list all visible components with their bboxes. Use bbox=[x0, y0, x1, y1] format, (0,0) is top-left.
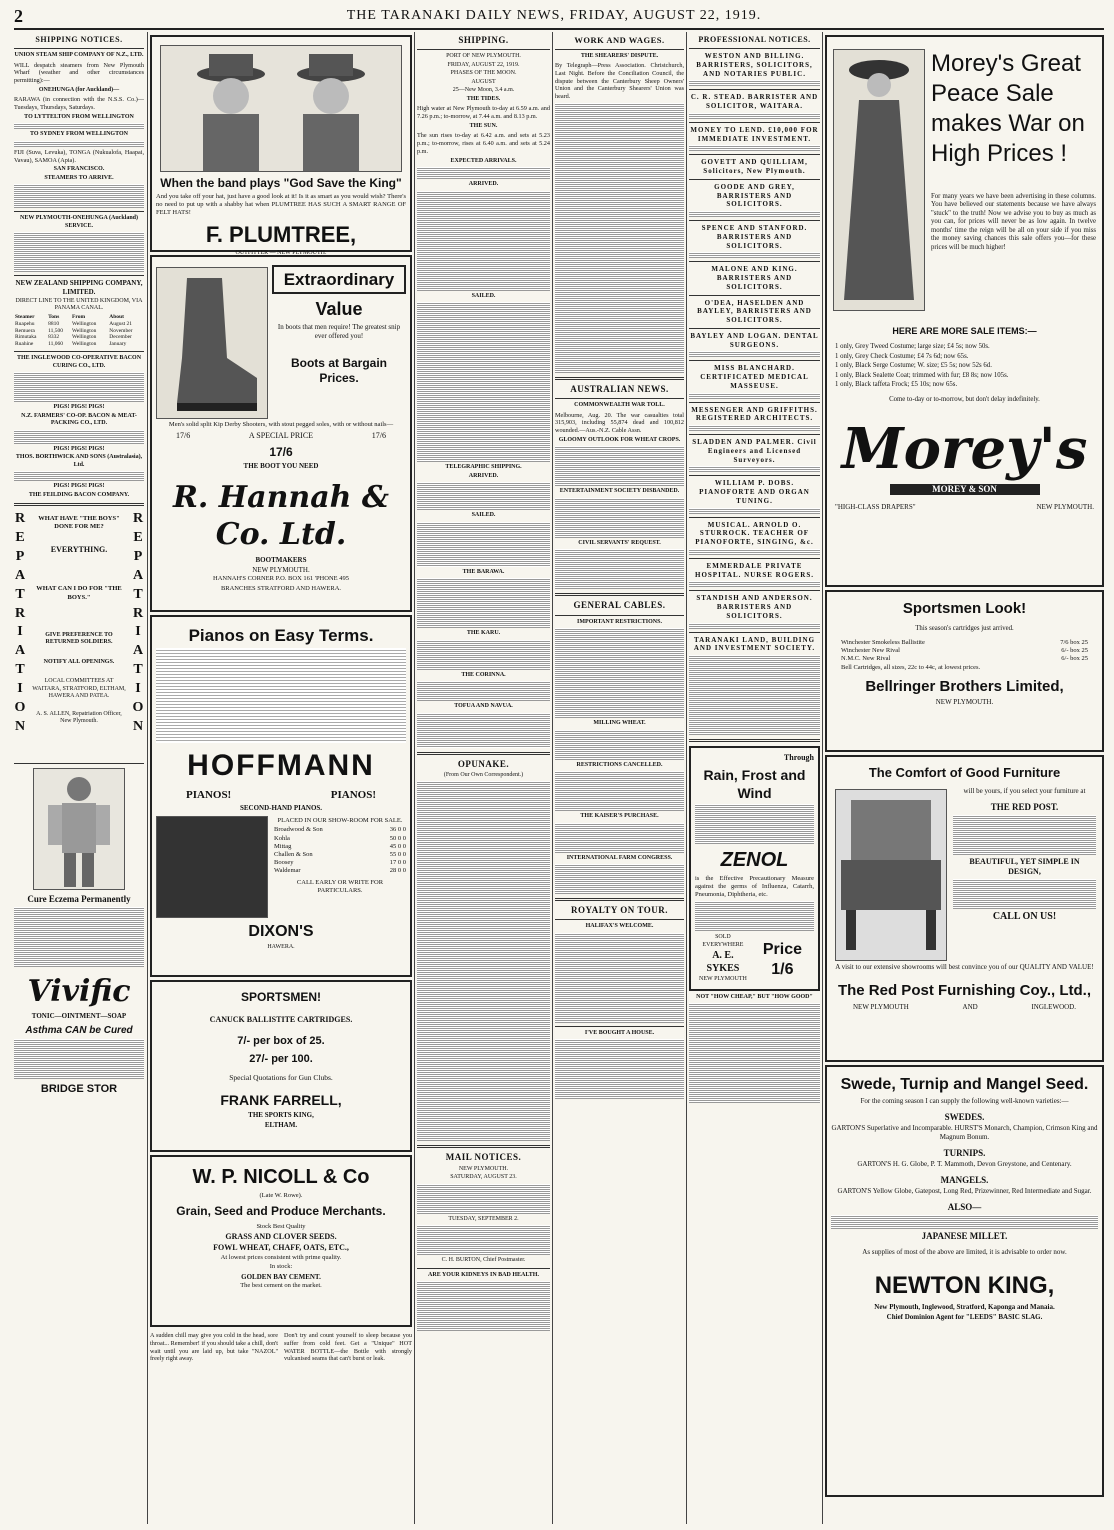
table-cell: Wellington bbox=[72, 341, 97, 348]
piano-name: Challen & Son bbox=[274, 850, 313, 858]
armchair-illustration bbox=[835, 789, 947, 961]
rain-frost: Rain, Frost and Wind bbox=[703, 767, 806, 801]
sailed-heading: SAILED. bbox=[471, 512, 496, 518]
morey-ad bbox=[825, 35, 1104, 587]
table-cell: January bbox=[109, 341, 127, 348]
table-row bbox=[14, 341, 144, 348]
tofua-heading: TOFUA AND NAVUA. bbox=[454, 703, 513, 709]
turnips-list: GARTON'S H. G. Globe, P. T. Mammoth, Devon Greystone, and Centenary. bbox=[857, 1159, 1072, 1168]
morey-headline: Morey's Great Peace Sale makes War on High Prices ! bbox=[931, 50, 1085, 167]
steamer-table bbox=[14, 314, 144, 348]
sun-heading: THE SUN. bbox=[469, 122, 498, 129]
morey-text: For many years we have been advertising in these columns. You have believed our statements because we have always "stuck" to the truth! Now we advise you to buy as much as you can, for prices will never be as low again. In twelve months' time the reign will be all on your side if you miss the money saving chances this sale offers you—for these prices will be much higher! bbox=[931, 193, 1096, 251]
sale-item: 1 only, Black Sealette Coat; trimmed with fur; £8 8s; now 105s. bbox=[835, 371, 1009, 379]
second-hand: SECOND-HAND PIANOS. bbox=[239, 803, 323, 812]
card: WESTON AND BILLING. BARRISTERS, SOLICITORS, AND NOTARIES PUBLIC. bbox=[696, 52, 813, 78]
sailed-heading: SAILED. bbox=[471, 292, 496, 299]
opunake-sub: (From Our Own Correspondent.) bbox=[443, 771, 524, 778]
section-heading: ROYALTY ON TOUR. bbox=[571, 905, 668, 916]
card: MISS BLANCHARD. CERTIFICATED MEDICAL MASSEUSE. bbox=[700, 364, 809, 390]
address: AND bbox=[962, 1002, 978, 1011]
article-text: By Telegraph—Press Association. Christchurch, Last Night. Before the Conciliation Council, the dispute between the Canterbury Sheep Owners' Union and the Canterbury Shearers' Union was heard. bbox=[555, 62, 684, 101]
table-cell: 8332 bbox=[48, 334, 60, 341]
newton-agent: Chief Dominion Agent for "LEEDS" BASIC SLAG. bbox=[886, 1312, 1043, 1321]
question: WHAT HAVE "THE BOYS" DONE FOR ME? bbox=[38, 515, 120, 531]
card: MALONE AND KING. BARRISTERS AND SOLICITORS. bbox=[711, 265, 798, 291]
sykes: A. E. SYKES bbox=[706, 950, 740, 974]
section-heading: GENERAL CABLES. bbox=[573, 600, 666, 611]
through: Through bbox=[783, 753, 814, 762]
asthma-headline: Asthma CAN be Cured bbox=[25, 1024, 133, 1036]
swede-intro: For the coming season I can supply the following well-known varieties:— bbox=[860, 1097, 1069, 1105]
notice-text: WILL despatch steamers from New Plymouth Wharf (weather and other circumstances permitting):— bbox=[14, 61, 144, 84]
corinna-heading: THE CORINNA. bbox=[461, 671, 506, 678]
call-on-us: CALL ON US! bbox=[992, 911, 1057, 922]
piano-row bbox=[274, 843, 406, 851]
section-heading: MAIL NOTICES. bbox=[445, 1152, 522, 1163]
newton-addr: New Plymouth, Inglewood, Stratford, Kaponga and Manaia. bbox=[874, 1302, 1055, 1311]
section-heading: SHIPPING. bbox=[458, 35, 509, 45]
company-name: NEW ZEALAND SHIPPING COMPANY, LIMITED. bbox=[15, 279, 143, 296]
newton-king-ad bbox=[825, 1065, 1104, 1497]
card: BAYLEY AND LOGAN. DENTAL SURGEONS. bbox=[690, 331, 819, 349]
column-rule bbox=[414, 32, 415, 1524]
advice: NOTIFY ALL OPENINGS. bbox=[43, 658, 115, 665]
date: FRIDAY, AUGUST 22, 1919. bbox=[447, 61, 520, 68]
comfort-quality: A visit to our extensive showrooms will best convince you of our QUALITY AND VALUE! bbox=[835, 963, 1094, 971]
late: (Late W. Rowe). bbox=[259, 1192, 303, 1199]
piano-price-table bbox=[156, 648, 406, 743]
table-cell: 11,060 bbox=[48, 341, 64, 348]
address: NEW PLYMOUTH. bbox=[1036, 503, 1094, 512]
table-header: Steamer bbox=[15, 313, 35, 320]
boot-illustration bbox=[156, 267, 268, 419]
repatriation-right: REPATRIATION bbox=[132, 511, 144, 734]
address: NEW PLYMOUTH. bbox=[252, 565, 310, 574]
mail-date: SATURDAY, AUGUST 23. bbox=[450, 1174, 517, 1180]
swedes-heading: SWEDES. bbox=[944, 1111, 985, 1122]
bootmakers: BOOTMAKERS bbox=[255, 555, 307, 564]
cartridge-name: Bell Cartridges, all sizes, 22c to 44c, at lowest prices. bbox=[841, 663, 981, 671]
cartridge-row bbox=[831, 655, 1098, 663]
sale-list bbox=[835, 343, 1094, 389]
route: SAN FRANCISCO. bbox=[53, 166, 105, 173]
section-heading: SHIPPING NOTICES. bbox=[35, 35, 123, 44]
red-post-co: The Red Post Furnishing Coy., Ltd., bbox=[837, 981, 1092, 999]
pianos-label: PIANOS! bbox=[186, 788, 232, 801]
section-heading: WORK AND WAGES. bbox=[574, 35, 665, 45]
morey-son: MOREY & SON bbox=[890, 484, 1040, 495]
stock: Stock Best Quality bbox=[256, 1223, 306, 1231]
karu-heading: THE KARU. bbox=[466, 630, 501, 636]
piano-row bbox=[274, 859, 406, 867]
plumtree-sub: OUTFITTER — NEW PLYMOUTH. bbox=[235, 249, 327, 256]
best-cement: The best cement on the market. bbox=[240, 1282, 322, 1290]
pigs-heading: PIGS! PIGS! PIGS! bbox=[53, 445, 105, 452]
sale-item: 1 only, Black Serge Costume; W. size; £5 5s; now 52s 6d. bbox=[835, 362, 992, 370]
gun-clubs: Special Quotations for Gun Clubs. bbox=[229, 1072, 333, 1082]
price: 17/6 bbox=[269, 445, 293, 460]
mangels-heading: MANGELS. bbox=[940, 1174, 989, 1185]
price-100: 27/- per 100. bbox=[249, 1052, 313, 1065]
card: O'DEA, HASELDEN AND BAYLEY, BARRISTERS AND SOLICITORS. bbox=[697, 298, 812, 324]
address: NEW PLYMOUTH bbox=[853, 1002, 909, 1011]
sun-text: The sun rises to-day at 6.42 a.m. and sets at 5.23 p.m.; to-morrow, rises at 6.40 a.m. and sets at 5.24 p.m. bbox=[417, 132, 550, 155]
high-class: "HIGH-CLASS DRAPERS" bbox=[835, 503, 916, 512]
more-sale: HERE ARE MORE SALE ITEMS:— bbox=[892, 326, 1037, 336]
cartridge-row bbox=[831, 664, 1098, 672]
august: AUGUST bbox=[471, 78, 496, 85]
question: WHAT CAN I DO FOR "THE BOYS." bbox=[36, 585, 122, 601]
company-name: N.Z. FARMERS' CO-OP. BACON & MEAT-PACKING CO., LTD. bbox=[21, 412, 137, 427]
piano-price: 55 0 0 bbox=[389, 850, 406, 858]
value-headline: Value bbox=[315, 299, 363, 320]
piano-name: Waldemar bbox=[274, 867, 301, 874]
sykes-addr: NEW PLYMOUTH bbox=[699, 976, 747, 983]
company-name: UNION STEAM SHIP COMPANY OF N.Z., LTD. bbox=[14, 52, 144, 58]
golden-bay: GOLDEN BAY CEMENT. bbox=[241, 1272, 321, 1281]
sports-king: THE SPORTS KING, bbox=[248, 1111, 314, 1120]
moon: 25—New Moon, 3.4 a.m. bbox=[452, 87, 515, 94]
route: TO SYDNEY FROM WELLINGTON bbox=[30, 131, 128, 138]
also-heading: ALSO— bbox=[947, 1201, 982, 1212]
grain: Grain, Seed and Produce Merchants. bbox=[176, 1204, 386, 1219]
column-rule bbox=[147, 32, 148, 1524]
farrell: FRANK FARRELL, bbox=[220, 1091, 342, 1108]
hannah-logo: R. Hannah & Co. Ltd. bbox=[172, 479, 389, 553]
column-large-ads bbox=[825, 32, 1104, 1524]
cartridge-price: 7/6 box 25 bbox=[1060, 639, 1088, 647]
farrell-ad bbox=[150, 980, 412, 1152]
not-cheap-heading: NOT "HOW CHEAP," BUT "HOW GOOD" bbox=[696, 993, 813, 1000]
in-stock: In stock: bbox=[269, 1263, 293, 1271]
notice-text: RARAWA (in connection with the N.S.S. Co.)—Tuesdays, Thursdays, Saturdays. bbox=[14, 96, 144, 111]
port: PORT OF NEW PLYMOUTH. bbox=[446, 53, 521, 60]
swedes-list: GARTON'S Superlative and Incomparable. HURST'S Monarch, Champion, Crimson King and Magnum Bonum. bbox=[831, 1124, 1098, 1141]
route: ONEHUNGA (for Auckland)— bbox=[38, 86, 120, 93]
page-number: 2 bbox=[14, 6, 23, 26]
route: DIRECT LINE TO THE UNITED KINGDOM, VIA PANAMA CANAL. bbox=[15, 297, 143, 312]
pianos-headline: Pianos on Easy Terms. bbox=[188, 626, 374, 645]
bellringer-ad bbox=[825, 590, 1104, 752]
comfort-headline: The Comfort of Good Furniture bbox=[868, 765, 1061, 780]
tides-heading: THE TIDES. bbox=[466, 95, 501, 102]
piano-name: Broadwood & Son bbox=[274, 826, 323, 834]
value-text: In boots that men require! The greatest snip ever offered you! bbox=[277, 322, 401, 340]
column-news bbox=[555, 32, 684, 1524]
table-header: Tons bbox=[48, 313, 60, 320]
piano-row bbox=[274, 835, 406, 843]
mangels-list: GARTON'S Yellow Globe, Gatepost, Long Red, Prizewinner, Red Intermediate and Sugar. bbox=[837, 1186, 1092, 1195]
article-text: Melbourne, Aug. 20. The war casualties total 315,903, including 55,874 dead and 100,812 wounded.—Aus.-N.Z. Cable Assn. bbox=[555, 411, 684, 435]
column-advertisements bbox=[150, 32, 412, 1524]
piano-name: Boosey bbox=[274, 858, 294, 866]
arrived-heading: ARRIVED. bbox=[468, 181, 499, 187]
piano-price: 50 0 0 bbox=[389, 834, 406, 842]
card: MONEY TO LEND. £10,000 FOR IMMEDIATE INVESTMENT. bbox=[690, 125, 819, 143]
cartridge-price: 6/- box 25 bbox=[1061, 647, 1088, 655]
card: TARANAKI LAND, BUILDING AND INVESTMENT SOCIETY. bbox=[693, 635, 816, 653]
table-cell: November bbox=[109, 327, 133, 334]
table-cell: Ruapehu bbox=[15, 320, 35, 327]
table-header: From bbox=[72, 313, 86, 320]
zenol-logo: ZENOL bbox=[720, 849, 789, 871]
nazol-ad: A sudden chill may give you cold in the head, sore throat... Remember! if you should take a chill, don't wait until you are laid up, but take "NAZOL" freely right away. bbox=[150, 1332, 278, 1363]
bridge-store: BRIDGE STOR bbox=[40, 1083, 118, 1096]
card: C. R. STEAD. BARRISTER AND SOLICITOR, WAITARA. bbox=[690, 93, 819, 110]
come-today: Come to-day or to-morrow, but don't delay indefinitely. bbox=[889, 395, 1040, 403]
special-price: A SPECIAL PRICE bbox=[248, 431, 314, 441]
route: STEAMERS TO ARRIVE. bbox=[44, 174, 114, 181]
table-cell: 8810 bbox=[48, 320, 60, 327]
article-heading: COMMONWEALTH WAR TOLL. bbox=[574, 402, 665, 409]
advice: GIVE PREFERENCE TO RETURNED SOLDIERS. bbox=[45, 631, 113, 646]
price: 17/6 bbox=[176, 431, 191, 441]
article-heading: I'VE BOUGHT A HOUSE. bbox=[584, 1029, 655, 1036]
column-rule bbox=[686, 32, 687, 1524]
article-heading: HALIFAX'S WELCOME. bbox=[585, 923, 654, 930]
card: GOVETT AND QUILLIAM, Solicitors, New Plymouth. bbox=[701, 158, 808, 175]
route: TO LYTTELTON FROM WELLINGTON bbox=[24, 113, 134, 120]
nicoll: W. P. NICOLL & Co bbox=[192, 1166, 370, 1188]
boots-bargain: Boots at Bargain Prices. bbox=[290, 356, 387, 386]
address: INGLEWOOD. bbox=[1031, 1002, 1076, 1011]
company-name: THOS. BORTHWICK AND SONS (Australasia), Ltd. bbox=[15, 454, 143, 468]
address: NEW PLYMOUTH. bbox=[935, 698, 994, 707]
woman-illustration bbox=[833, 49, 925, 311]
card: SPENCE AND STANFORD. BARRISTERS AND SOLICITORS. bbox=[701, 224, 808, 250]
table-cell: Wellington bbox=[72, 334, 97, 341]
hat-men-illustration bbox=[160, 45, 402, 172]
piano-price: 45 0 0 bbox=[389, 842, 406, 850]
morey-logo: Morey's bbox=[841, 416, 1088, 483]
route: FIJI (Suva, Levuka), TONGA (Nukualofa, Haapai, Vavau), SAMOA (Apia). bbox=[14, 148, 144, 164]
fowl: FOWL WHEAT, CHAFF, OATS, ETC., bbox=[213, 1243, 349, 1253]
mail-place: NEW PLYMOUTH. bbox=[458, 1165, 509, 1172]
hawera: HAWERA. bbox=[267, 944, 295, 951]
article-heading: ENTERTAINMENT SOCIETY DISBANDED. bbox=[559, 488, 680, 495]
table-cell: December bbox=[109, 334, 132, 341]
hannah-boots-ad bbox=[150, 255, 412, 612]
grass: GRASS AND CLOVER SEEDS. bbox=[225, 1232, 337, 1242]
as-supplies: As supplies of most of the above are limited, it is advisable to order now. bbox=[862, 1248, 1067, 1256]
swede-headline: Swede, Turnip and Mangel Seed. bbox=[840, 1076, 1089, 1093]
officer: A. S. ALLEN, Repatriation Officer, New Plymouth. bbox=[36, 710, 122, 725]
repatriation-left: REPATRIATION bbox=[14, 511, 26, 734]
japanese-millet: JAPANESE MILLET. bbox=[921, 1230, 1008, 1241]
sportsmen-look: Sportsmen Look! bbox=[902, 600, 1027, 617]
column-shipping-notices bbox=[14, 32, 144, 1524]
lowest: At lowest prices consistent with prime quality. bbox=[220, 1254, 342, 1262]
boots-desc: Men's solid split Kip Derby Shooters, with stout pegged soles, with or without nails— bbox=[168, 421, 394, 428]
hot-water-ad: Don't try and count yourself to sleep because you suffer from cold feet. Get a "Unique" HOT WATER BOTTLE—the Bottle with strongly vulcanised seams that can't burst or leak. bbox=[284, 1332, 412, 1363]
column-shipping-news bbox=[417, 32, 550, 1524]
piano-price: 36 0 0 bbox=[389, 826, 406, 834]
repatriation-ad bbox=[14, 510, 144, 760]
cartridge-row bbox=[831, 647, 1098, 655]
table-header: About bbox=[109, 313, 124, 320]
card: EMMERDALE PRIVATE HOSPITAL. NURSE ROGERS. bbox=[695, 561, 814, 579]
tides-text: High water at New Plymouth to-day at 6.59 a.m. and 7.26 p.m.; to-morrow, at 7.44 a.m. and 8.13 p.m. bbox=[417, 105, 550, 120]
ad-headline: Cure Eczema Permanently bbox=[27, 894, 131, 905]
dixons: DIXON'S bbox=[248, 923, 314, 941]
table-row bbox=[14, 334, 144, 341]
company-name: THE INGLEWOOD CO-OPERATIVE BACON CURING CO., LTD. bbox=[16, 355, 142, 369]
masthead bbox=[14, 6, 1104, 30]
placed: PLACED IN OUR SHOW-ROOM FOR SALE. bbox=[277, 817, 403, 825]
kidneys-heading: ARE YOUR KIDNEYS IN BAD HEALTH. bbox=[428, 1271, 539, 1278]
vivific-logo: Vivific bbox=[27, 974, 131, 1010]
table-cell: Wellington bbox=[72, 320, 97, 327]
section-heading: PROFESSIONAL NOTICES. bbox=[698, 35, 811, 44]
piano-row bbox=[274, 826, 406, 834]
pianos-label: PIANOS! bbox=[330, 788, 376, 801]
newspaper-title: THE TARANAKI DAILY NEWS, FRIDAY, AUGUST 22, 1919. bbox=[346, 8, 762, 23]
branches: BRANCHES STRATFORD AND HAWERA. bbox=[220, 584, 342, 592]
pigs-heading: PIGS! PIGS! PIGS! bbox=[53, 404, 105, 411]
extraordinary-headline: Extraordinary bbox=[272, 265, 406, 294]
hoffmann: HOFFMANN bbox=[187, 749, 375, 783]
sale-item: 1 only, Grey Tweed Costume; large size; £4 5s; now 50s. bbox=[835, 343, 990, 351]
table-cell: Wellington bbox=[72, 327, 97, 334]
plumtree-ad bbox=[150, 35, 412, 256]
zenol-price: Price 1/6 bbox=[762, 941, 802, 979]
sportsmen: SPORTSMEN! bbox=[240, 990, 321, 1004]
phases: PHASES OF THE MOON. bbox=[450, 70, 517, 77]
column-rule bbox=[552, 32, 553, 1524]
expected-heading: EXPECTED ARRIVALS. bbox=[450, 157, 517, 164]
piano-name: Kohla bbox=[274, 834, 290, 842]
article-heading: RESTRICTIONS CANCELLED. bbox=[576, 761, 663, 768]
band-text: And you take off your hat, just have a good look at it! Is it as smart as you would wish? There's no need to put up with a shabby hat when PLUMTREE HAS SUCH A SMART RANGE OF FELT HATS! bbox=[156, 193, 406, 217]
man-illustration bbox=[33, 768, 125, 890]
contact: HANNAH'S CORNER P.O. BOX 161 'PHONE 495 bbox=[213, 575, 349, 583]
committees: LOCAL COMMITTEES AT WAITARA, STRATFORD, ELTHAM, HAWERA AND PATEA. bbox=[32, 678, 126, 700]
card: STANDISH AND ANDERSON. BARRISTERS AND SOLICITORS. bbox=[696, 594, 813, 620]
table-row bbox=[14, 328, 144, 335]
beautiful: BEAUTIFUL, YET SIMPLE IN DESIGN, bbox=[969, 857, 1080, 876]
call-early: CALL EARLY OR WRITE FOR PARTICULARS. bbox=[296, 879, 384, 895]
zenol-ad bbox=[689, 746, 820, 991]
piano-price: 28 0 0 bbox=[389, 867, 406, 874]
price: 17/6 bbox=[371, 431, 386, 441]
cartridge-row bbox=[831, 639, 1098, 647]
table-cell: 11,500 bbox=[48, 327, 64, 334]
section-heading: AUSTRALIAN NEWS. bbox=[570, 383, 669, 394]
cartridge-name: N.M.C. New Rival bbox=[841, 655, 891, 663]
band-headline: When the band plays "God Save the King" bbox=[160, 176, 402, 190]
piano-illustration bbox=[156, 816, 268, 918]
card: MUSICAL. ARNOLD O. STURROCK. TEACHER OF PIANOFORTE, SINGING, &c. bbox=[695, 520, 814, 546]
sale-item: 1 only, Grey Check Costume; £4 7s 6d; now 65s. bbox=[835, 352, 969, 360]
newton-king: NEWTON KING, bbox=[874, 1271, 1055, 1299]
table-cell: Remuera bbox=[15, 327, 35, 334]
company-name: THE FEILDING BACON COMPANY. bbox=[28, 491, 130, 498]
card: MESSENGER AND GRIFFITHS. REGISTERED ARCHITECTS. bbox=[691, 405, 818, 423]
article-heading: IMPORTANT RESTRICTIONS. bbox=[577, 618, 662, 625]
table-cell: August 21 bbox=[109, 320, 133, 327]
piano-row bbox=[274, 867, 406, 875]
cartridge-name: Winchester Smokeless Ballistite bbox=[841, 639, 925, 647]
bellringer: Bellringer Brothers Limited, bbox=[865, 677, 1064, 695]
mail-date: TUESDAY, SEPTEMBER 2. bbox=[448, 1215, 519, 1222]
red-post-ad bbox=[825, 755, 1104, 1062]
article-heading: INTERNATIONAL FARM CONGRESS. bbox=[566, 854, 673, 861]
sale-item: 1 only, Black taffeta Frock; £5 10s; now 65s. bbox=[835, 381, 958, 389]
table-row bbox=[14, 321, 144, 328]
table-cell: Ruahine bbox=[15, 341, 34, 348]
article-heading: GLOOMY OUTLOOK FOR WHEAT CROPS. bbox=[558, 436, 681, 443]
column-professional bbox=[689, 32, 820, 1524]
cartridges: This season's cartridges just arrived. bbox=[915, 624, 1014, 632]
barawa-heading: THE BARAWA. bbox=[462, 568, 505, 575]
turnips-heading: TURNIPS. bbox=[943, 1147, 986, 1158]
answer: EVERYTHING. bbox=[50, 545, 108, 555]
section-heading: OPUNAKE. bbox=[457, 758, 510, 769]
cartridge-price: 6/- box 25 bbox=[1061, 655, 1088, 663]
cartridge-name: Winchester New Rival bbox=[841, 647, 900, 655]
zenol-text: is the Effective Precautionary Measure against the germs of Influenza, Catarrh, Pneumonia, Diphtheria, etc. bbox=[695, 875, 814, 899]
article-heading: CIVIL SERVANTS' REQUEST. bbox=[578, 539, 661, 546]
canuck: CANUCK BALLISTITE CARTRIDGES. bbox=[209, 1015, 353, 1024]
column-rule bbox=[822, 32, 823, 1524]
dixons-pianos-ad bbox=[150, 615, 412, 977]
piano-name: Mittag bbox=[274, 842, 292, 850]
nicoll-ad bbox=[150, 1155, 412, 1327]
table-cell: Rimutaka bbox=[15, 334, 37, 341]
vivific-sub: TONIC—OINTMENT—SOAP bbox=[31, 1011, 127, 1020]
piano-price: 17 0 0 bbox=[389, 858, 406, 866]
price-25: 7/- per box of 25. bbox=[237, 1035, 325, 1047]
article-heading: THE KAISER'S PURCHASE. bbox=[580, 813, 659, 820]
article-heading: THE SHEARERS' DISPUTE. bbox=[580, 52, 659, 59]
eltham: ELTHAM. bbox=[264, 1121, 298, 1130]
comfort-text: will be yours, if you select your furniture at bbox=[963, 787, 1086, 795]
article-heading: MILLING WHEAT. bbox=[593, 720, 646, 727]
telegraphic-heading: TELEGRAPHIC SHIPPING. bbox=[445, 464, 522, 470]
piano-row bbox=[274, 851, 406, 859]
postmaster: C. H. BURTON, Chief Postmaster. bbox=[441, 1257, 526, 1263]
card: SLADDEN AND PALMER. Civil Engineers and Licensed Surveyors. bbox=[692, 438, 817, 464]
boot-you-need: THE BOOT YOU NEED bbox=[243, 462, 319, 471]
arrived-heading: ARRIVED. bbox=[468, 472, 499, 479]
sold: SOLD EVERYWHERE bbox=[702, 934, 744, 948]
card: WILLIAM P. DOBS. PIANOFORTE AND ORGAN TUNING. bbox=[699, 479, 810, 505]
pigs-heading: PIGS! PIGS! PIGS! bbox=[53, 483, 105, 490]
card: GOODE AND GREY, BARRISTERS AND SOLICITORS. bbox=[714, 182, 795, 209]
plumtree-name: F. PLUMTREE, bbox=[205, 222, 357, 248]
service: NEW PLYMOUTH-ONEHUNGA (Auckland) SERVICE. bbox=[19, 215, 139, 229]
red-post: THE RED POST. bbox=[990, 801, 1059, 812]
